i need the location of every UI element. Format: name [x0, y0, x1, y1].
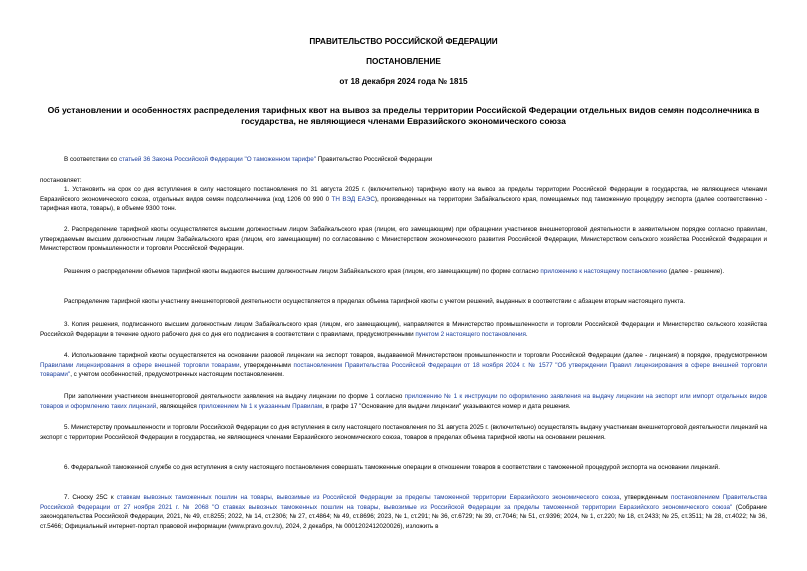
rules-appendix-link[interactable]: приложением № 1 к указанным Правилам — [198, 402, 323, 410]
paragraph-4: Распределение тарифной квоты участнику внешнеторговой деятельности осуществляется в пределах объема тарифной квоты с учетом решений, выданных в соответствии с абзацем вторым настоящего пункта. — [64, 298, 686, 305]
paragraph-3 — [40, 267, 767, 277]
p3-text-end: (далее - решение). — [666, 268, 725, 275]
instruction-appendix-link[interactable]: приложению № 1 к инструкции по оформлению заявления на выдачу лицензии на экспорт или импорт отдельных видов товаров и оформлению таких лицензий — [40, 393, 768, 410]
paragraph-7 — [40, 392, 767, 411]
paragraph-5 — [40, 320, 767, 339]
p7-text: При заполнении участником внешнеторговой деятельности заявления на выдачу лицензии по форме 1 согласно — [64, 393, 405, 400]
p6-text: 4. Использование тарифной квоты осуществляется на основании разовой лицензии на экспорт товаров, выдаваемой Министерством промышленности и торговли Российской Федерации (далее - лицензия) в порядке, предусмотренном — [64, 352, 767, 359]
p1-text: 1. Установить на срок со дня вступления в силу настоящего постановления по 31 августа 2025 г. (включительно) тарифную квоту на вывоз за пределы территории Российской Федерации в государства, не являющиеся членами Евразийского экономического союза, отдельных видов семян подсолнечника (код 1206 00 990 0 — [40, 186, 767, 203]
paragraph-10 — [40, 493, 767, 531]
licensing-rules-link[interactable]: Правилами лицензирования в сфере внешней торговли товарами — [40, 361, 240, 369]
header-date-number: от 18 декабря 2024 года № 1815 — [339, 77, 468, 86]
decree-word: постановляет: — [40, 177, 82, 184]
p5-text-end: . — [525, 330, 528, 338]
intro-text: В соответствии со — [64, 156, 119, 163]
intro-paragraph — [40, 155, 767, 165]
tnved-link[interactable]: ТН ВЭД ЕАЭС — [331, 195, 375, 203]
p3-text: Решения о распределении объемов тарифной квоты выдаются высшим должностным лицом Забайкальского края (лицом, его замещающим) по форме согласно — [64, 268, 541, 275]
point-2-link[interactable]: пунктом 2 настоящего постановления — [415, 330, 526, 338]
paragraph-6 — [40, 351, 767, 380]
p6-text-end: , с учетом особенностей, предусмотренных настоящим постановлением. — [70, 371, 284, 379]
paragraph-9: 6. Федеральной таможенной службе со дня вступления в силу настоящего постановления совершать таможенные операции в отношении товаров в соответствии с таможенной процедурой экспорта на основании лицензий. — [64, 464, 720, 471]
p7-text-mid: , являющейся — [156, 402, 199, 410]
paragraph-2: 2. Распределение тарифной квоты осуществляется высшим должностным лицом Забайкальского края (лицом, его замещающим) при обращении участников внешнеторговой деятельности в заявительном порядке согласно правилам, утверждаемым высшим должностным лицом Забайкальского края (лицом, его замещающим) по согласованию с Министерством экономического развития Российской Федерации, Министерством сельского хозяйства Российской Федерации и Министерством промышленности и торговли Российской Федерации. — [40, 226, 767, 253]
p7-text-end: , в графе 17 "Основание для выдачи лицензии" указываются номер и дата решения. — [322, 402, 571, 410]
p10-text-end: (Собрание законодательства Российской Федерации, 2021, № 49, ст.8255; 2022, № 14, ст.2306; № 27, ст.4864; № 49, ст.8696; 2023, № 1, ст.291; № 36, ст.6729; № 39, ст.7046; № 51, ст.9396; 2024, № 1, ст.220; № 18, ст.2433; № 25, ст.3511; № 28, ст.4022; № 36, ст.5466; Официальный интернет-портал правовой информации (www.pravo.gov.ru), 2024, 2 декабря, № 0001202412020026), изложить в — [40, 503, 767, 530]
p10-text-mid: , утвержденным — [619, 494, 672, 501]
resolution-1577-link[interactable]: постановлением Правительства Российской Федерации от 18 ноября 2024 г. № 1577 "Об утверждении Правил лицензирования в сфере внешней торговли товарами" — [40, 361, 767, 379]
resolution-2068-link[interactable]: постановлением Правительства Российской Федерации от 27 ноября 2021 г. № 2068 "О ставках вывозных таможенных пошлин на товары, вывозимые из Российской Федерации за пределы таможенной территории Евразийского экономического союза" — [40, 494, 767, 511]
law-article-link[interactable]: статьей 36 Закона Российской Федерации "О таможенном тарифе" — [118, 156, 316, 163]
p1-text-end: ), произведенных на территории Забайкальского края, помещаемых под таможенную процедуру экспорта (далее соответственно - тарифная квота, товары), в объеме 9300 тонн. — [40, 195, 767, 213]
document-title: Об установлении и особенностях распределения тарифных квот на вывоз за пределы территории Российской Федерации отдельных видов семян подсолнечника в государства, не являющиеся членами Евразийского экономического союза — [47, 105, 760, 126]
intro-text-end: Правительство Российской Федерации — [316, 156, 433, 163]
p6-text-mid: , утвержденными — [239, 361, 294, 369]
p10-text: 7. Сноску 25С к — [64, 494, 117, 501]
header-org: ПРАВИТЕЛЬСТВО РОССИЙСКОЙ ФЕДЕРАЦИИ — [309, 37, 498, 46]
paragraph-8: 5. Министерству промышленности и торговли Российской Федерации со дня вступления в силу настоящего постановления по 31 августа 2025 г. (включительно) осуществлять выдачу участникам внешнеторговой деятельности лицензий на экспорт с территории Российской Федерации в государства, не являющиеся членами Евразийского экономического союза, товаров в пределах объема тарифной квоты на основании решения. — [40, 424, 767, 441]
header-doc-type: ПОСТАНОВЛЕНИЕ — [366, 57, 441, 66]
export-duty-rates-link[interactable]: ставкам вывозных таможенных пошлин на товары, вывозимые из Российской Федерации за пределы таможенной территории Евразийского экономического союза — [116, 494, 620, 501]
appendix-link[interactable]: приложению к настоящему постановлению — [540, 268, 667, 275]
paragraph-1 — [40, 185, 767, 214]
p5-text: 3. Копия решения, подписанного высшим должностным лицом Забайкальского края (лицом, его замещающим), направляется в Министерство промышленности и торговли Российской Федерации и Министерство сельского хозяйства Российской Федерации в течение одного рабочего дня со дня его подписания в соответствии с правилами, предусмотренными — [40, 321, 767, 338]
